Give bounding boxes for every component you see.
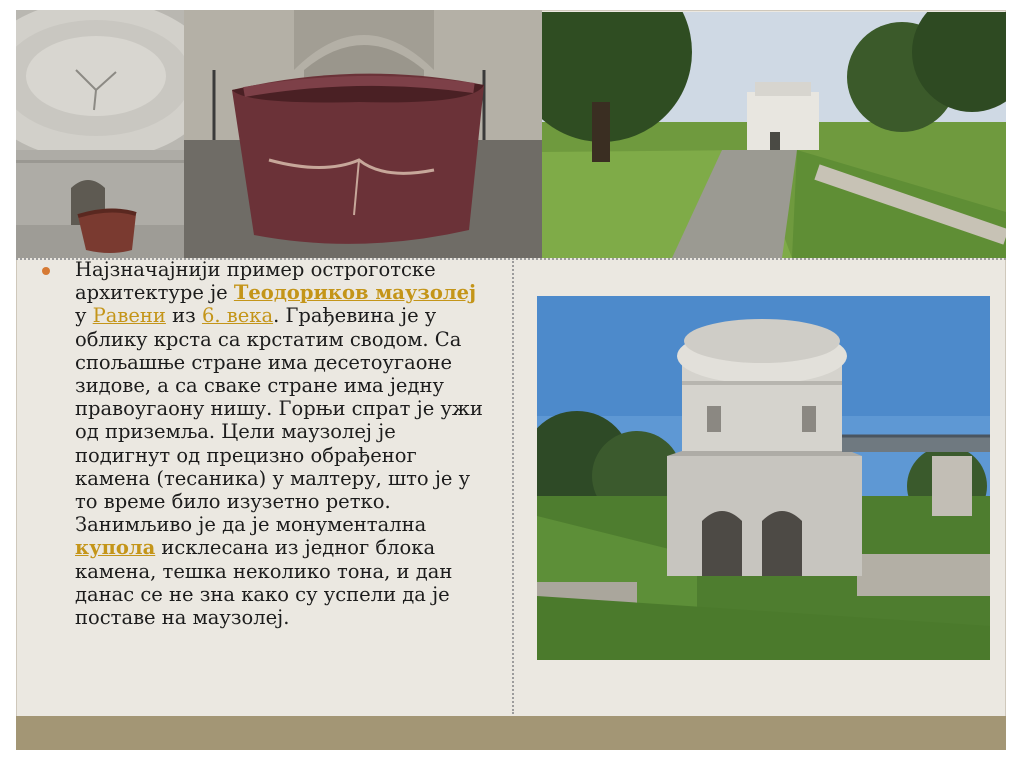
theodoric-mausoleum-photo xyxy=(537,296,990,660)
link-6th-century[interactable]: 6. века xyxy=(201,304,274,328)
mausoleum-interior-photo xyxy=(16,10,186,258)
porphyry-tub-photo xyxy=(184,10,542,258)
footer-band xyxy=(16,716,1006,750)
path-to-mausoleum-photo xyxy=(542,12,1006,258)
description-bullet xyxy=(50,258,490,629)
vertical-divider xyxy=(512,258,514,714)
description-paragraph: Најзначајнији пример остроготске архитектуре је Теодориков маузолеј у Равени из 6. века. Грађевина је у облику крста са крстатим сводом. Са спољашње стране има десетоугаоне зидове, а са сваке стране има једну правоугаону нишу. Горњи спрат је ужи од приземља. Цели маузолеј је подигнут од прецизно обрађеног камена (тесаника) у малтеру, што је у то време било изузетно ретко. Занимљиво је да је монументална купола исклесана из једног блока камена, тешка неколико тона, и дан данас се не зна како су успели да је поставе на маузолеј. xyxy=(75,258,483,630)
bullet-icon xyxy=(42,267,50,275)
link-dome[interactable]: купола xyxy=(75,536,156,560)
link-ravenna[interactable]: Равени xyxy=(92,304,166,328)
link-theodoric-mausoleum[interactable]: Теодориков маузолеј xyxy=(233,281,477,305)
